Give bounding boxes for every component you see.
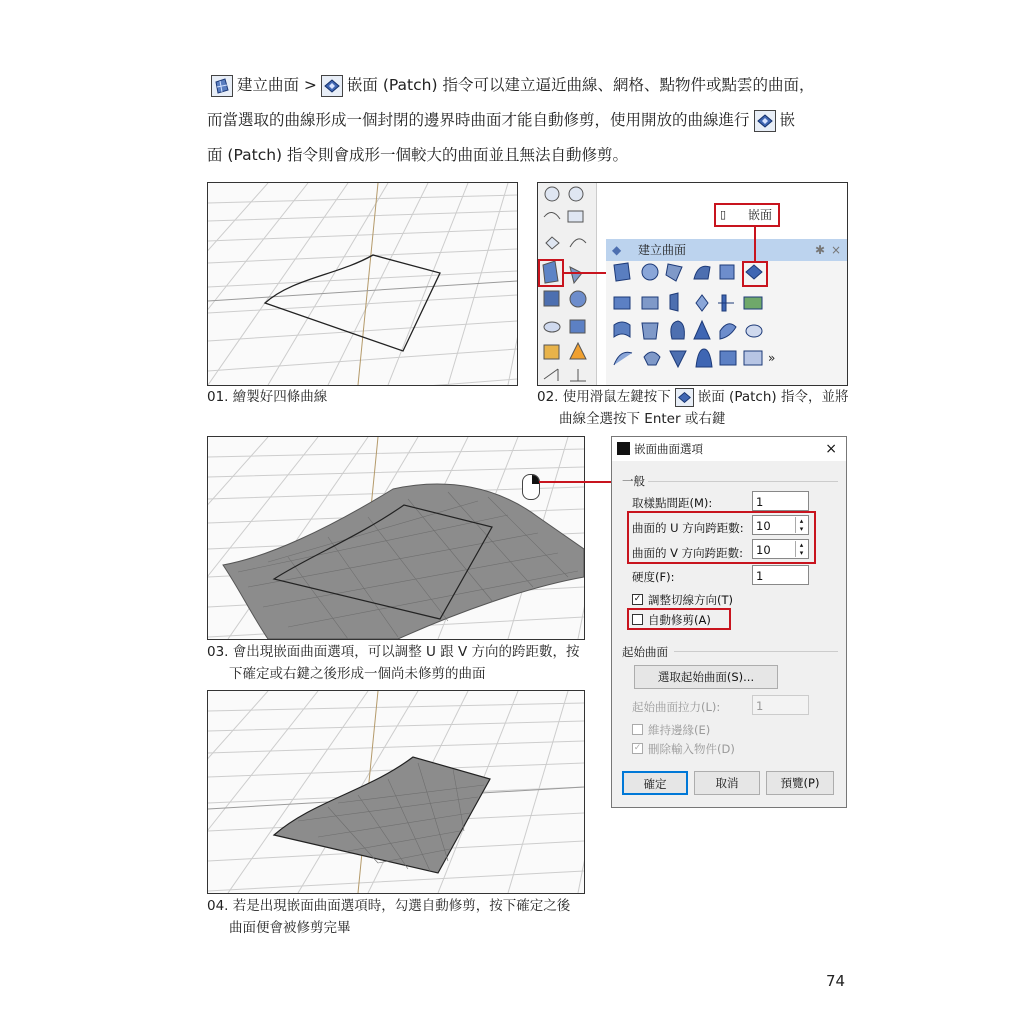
connector-line: [539, 481, 611, 483]
popup-titlebar: [606, 239, 847, 261]
patch-icon: [675, 388, 694, 407]
viewport-step-01: [207, 182, 518, 386]
group-starting-surface: 起始曲面: [622, 645, 668, 659]
page-number: 74: [826, 972, 846, 990]
patch-tooltip: ▯ 嵌面: [714, 203, 780, 227]
v-spans-field[interactable]: 10: [752, 539, 809, 559]
preview-button[interactable]: 預覽(P): [766, 771, 834, 795]
stiffness-field[interactable]: 1: [752, 565, 809, 585]
mouse-right-click-icon: [522, 474, 540, 500]
stiffness-label: 硬度(F):: [632, 570, 675, 584]
pull-strength-field[interactable]: 1: [752, 695, 809, 715]
more-tools-chevron-icon[interactable]: »: [768, 351, 776, 365]
sample-spacing-field[interactable]: 1: [752, 491, 809, 511]
preserve-edges-checkbox[interactable]: [632, 724, 643, 735]
auto-trim-label: 自動修剪(A): [648, 613, 711, 627]
ok-button[interactable]: 確定: [622, 771, 688, 795]
delete-input-label: 刪除輸入物件(D): [648, 742, 735, 756]
intro-text-1b: 嵌面 (Patch) 指令可以建立逼近曲線、網格、點物件或點雲的曲面，: [346, 76, 815, 94]
group-divider: [674, 651, 838, 652]
create-surface-icon: [211, 75, 233, 97]
viewport-step-04: [207, 690, 585, 894]
patch-surface: [223, 484, 584, 639]
caption-03: 03. 會出現嵌面曲面選項，可以調整 U 跟 V 方向的跨距數，按 下確定或右鍵之後形成一個尚未修剪的曲面: [207, 644, 580, 682]
u-spans-field[interactable]: 10: [752, 515, 809, 535]
patch-options-dialog: [611, 436, 847, 808]
dialog-titlebar: [612, 437, 846, 461]
preserve-edges-label: 維持邊緣(E): [648, 723, 711, 737]
dialog-close-button[interactable]: ×: [825, 441, 837, 457]
popup-tool-grid: [606, 261, 847, 385]
caption-02: 02. 使用滑鼠左鍵按下 嵌面 (Patch) 指令，並將 曲線全選按下 Enter 或右鍵: [537, 389, 849, 427]
intro-line-1: [207, 68, 847, 103]
gear-icon[interactable]: ✱: [814, 243, 825, 257]
caption-01: 01. 繪製好四條曲線: [207, 389, 328, 405]
u-spans-label: 曲面的 U 方向跨距數:: [632, 521, 744, 535]
untrimmed-surface-view: [208, 437, 584, 639]
intro-text-2a: 而當選取的曲線形成一個封閉的邊界時曲面才能自動修剪，使用開放的曲線進行: [207, 111, 750, 129]
connector-line: [754, 227, 756, 261]
toolbar-screenshot: [537, 182, 848, 386]
sample-spacing-label: 取樣點間距(M):: [632, 496, 713, 510]
adjust-tangency-label: 調整切線方向(T): [648, 593, 733, 607]
auto-trim-highlight: [627, 608, 731, 630]
intro-line-3: [207, 138, 847, 173]
rhino-app-icon: [617, 442, 630, 455]
intro-line-2: [207, 103, 847, 138]
mouse-left-icon: ▯: [720, 208, 727, 221]
popup-title: 建立曲面: [638, 243, 687, 257]
viewport-step-03: [207, 436, 585, 640]
v-spans-label: 曲面的 V 方向跨距數:: [632, 546, 744, 560]
intro-paragraph: [207, 68, 847, 173]
connector-line: [564, 272, 608, 274]
trimmed-surface-view: [208, 691, 584, 893]
caption-04: 04. 若是出現嵌面曲面選項時，勾選自動修剪，按下確定之後 曲面便會被修剪完畢: [207, 898, 571, 936]
viewport-grid-curves: [208, 183, 517, 385]
pull-strength-label: 起始曲面拉力(L):: [632, 700, 721, 714]
surface-tool-icons: [606, 261, 847, 385]
uv-spans-highlight: [627, 511, 816, 564]
group-general: 一般: [622, 474, 645, 488]
intro-text-1a: 建立曲面 >: [237, 76, 317, 94]
create-surface-highlight: [538, 259, 564, 287]
cancel-button[interactable]: 取消: [694, 771, 760, 795]
u-spans-stepper[interactable]: ▴ ▾: [795, 517, 807, 533]
delete-input-checkbox[interactable]: ✓: [633, 743, 642, 753]
intro-text-3: 面 (Patch) 指令則會成形一個較大的曲面並且無法自動修剪。: [207, 146, 629, 164]
patch-tool-highlight: [742, 261, 768, 287]
create-surface-icon: ◆: [612, 243, 622, 257]
select-starting-surface-button[interactable]: 選取起始曲面(S)...: [634, 665, 778, 689]
patch-icon: [754, 110, 776, 132]
close-icon[interactable]: ×: [830, 243, 841, 257]
adjust-tangency-checkbox[interactable]: ✓: [633, 594, 642, 604]
group-divider: [648, 481, 838, 482]
intro-text-2b: 嵌: [779, 111, 796, 129]
patch-icon: [321, 75, 343, 97]
dialog-title: 嵌面曲面選項: [634, 442, 703, 456]
v-spans-stepper[interactable]: ▴ ▾: [795, 541, 807, 557]
